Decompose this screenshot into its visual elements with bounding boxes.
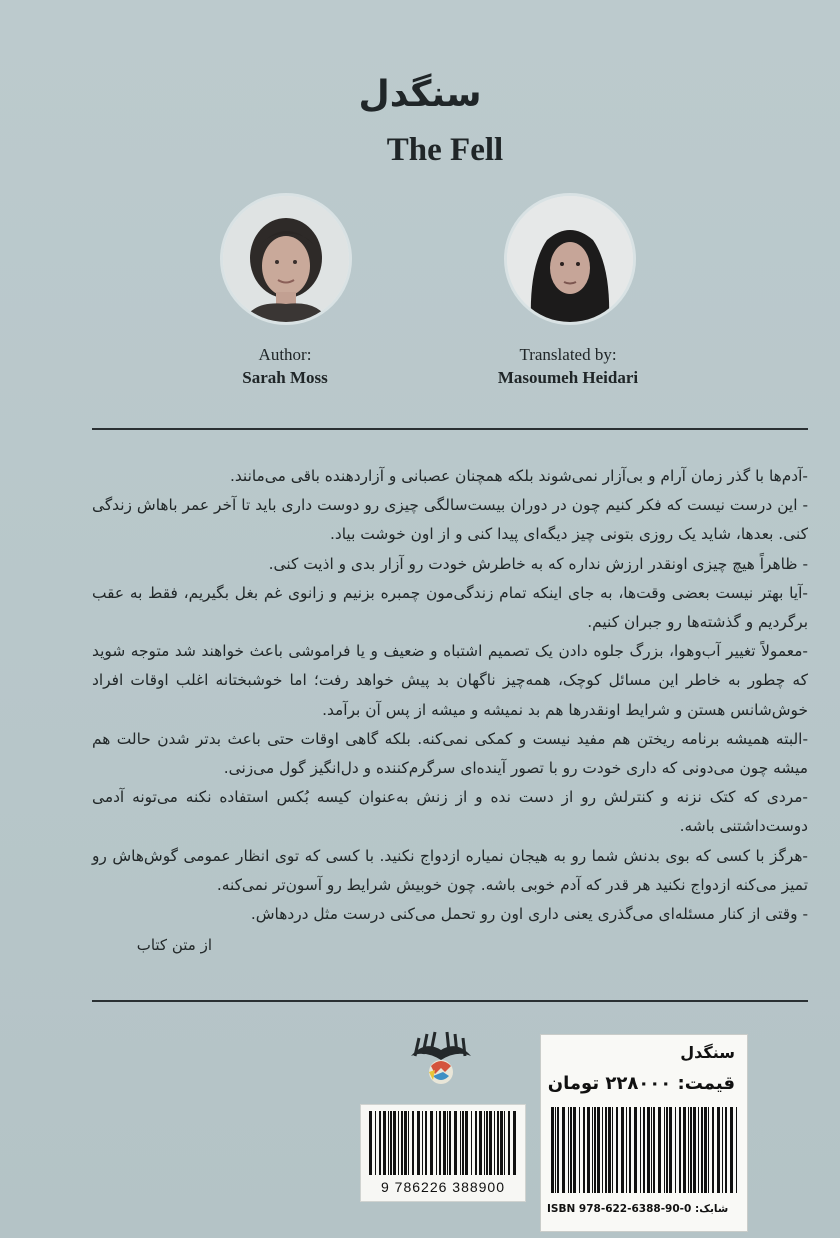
book-title-persian: سنگدل	[358, 74, 482, 115]
excerpt-paragraph: -هرگز با کسی که بوی بدنش شما رو به هیجان نمیاره ازدواج نکنید. با کسی که توی انظار عمومی گوش‌هاش رو تمیز می‌کنه ازدواج نکنید هر قدر که آدم خوبی باشه. چون خوبیش شرایط رو آسون‌تر نمی‌کنه.	[92, 846, 808, 894]
price-sticker	[540, 1034, 748, 1232]
translator-portrait	[504, 193, 636, 325]
price-label: قیمت: ۲۲۸۰۰۰ تومان	[547, 1073, 735, 1094]
excerpt-paragraph: - ظاهراً هیچ چیزی اونقدر ارزش نداره که به خاطرش خودت رو آزار بدی و اذیت کنی.	[268, 554, 808, 573]
excerpt-paragraph: - این درست نیست که فکر کنیم چون در دوران بیست‌سالگی چیزی رو دوست داری باید تا آخر عمر باهاش زندگی کنی. بعدها، شاید یک روزی بتونی چیز دیگه‌ای پیدا کنی و از اون خوشت بیاد.	[92, 496, 808, 544]
divider-bottom	[92, 1000, 808, 1002]
translator-name: Masoumeh Heidari	[497, 368, 639, 387]
author-name: Sarah Moss	[242, 368, 328, 387]
author-role-label: Author:	[258, 345, 312, 364]
excerpt-paragraph: -البته همیشه برنامه ریختن هم مفید نیست و کمکی نمی‌کنه. بلکه گاهی اوقات حتی باعث بدتر شدن حالت هم میشه چون می‌دونی که داری خودت رو با تصور آینده‌ای سرگرم‌کننده و دل‌انگیز گول می‌زنی.	[92, 729, 808, 778]
author-credit	[190, 343, 380, 389]
barcode-bars	[369, 1111, 517, 1175]
book-title-english: The Fell	[386, 132, 504, 168]
excerpt-text	[92, 462, 808, 929]
price-sticker-title: سنگدل	[680, 1043, 735, 1062]
translator-credit	[468, 343, 668, 389]
isbn-label: ISBN 978-622-6388-90-0 :شابک	[547, 1203, 729, 1215]
barcode-number: 9 786226 388900	[381, 1179, 505, 1195]
excerpt-paragraph: -معمولاً تغییر آب‌وهوا، بزرگ جلوه دادن یک تصمیم اشتباه و ضعیف و یا فراموشی باعث خواهند شد متوجه شوید که چطور به خاطر این مسائل کوچک، همه‌چیز ناگهان بد پیش خواهد رفت؛ اما خوشبختانه اغلب اوقات افراد خوش‌شانس هستن و شرایط اونقدرها هم بد نمیشه و میشه از پس آن برآمد.	[92, 642, 808, 719]
translator-role-label: Translated by:	[519, 345, 617, 364]
divider-top	[92, 428, 808, 430]
excerpt-paragraph: -آیا بهتر نیست بعضی وقت‌ها، به جای اینکه تمام زندگی‌مون چمبره بزنیم و زانوی غم بغل بگیریم، فقط به عقب برگردیم و گذشته‌ها رو جبران کنیم.	[92, 583, 808, 632]
excerpt-paragraph: -مردی که کتک نزنه و کنترلش رو از دست نده و از زنش به‌عنوان کیسه بُکس استفاده نکنه می‌تونه آدمی دوست‌داشتنی باشه.	[92, 788, 808, 836]
excerpt-paragraph: - وقتی از کنار مسئله‌ای می‌گذری یعنی داری اون رو تحمل می‌کنی درست مثل دردهاش.	[250, 905, 808, 924]
excerpt-source: از متن کتاب	[136, 936, 212, 954]
excerpt-paragraph: -آدم‌ها با گذر زمان آرام و بی‌آزار نمی‌شوند بلکه همچنان عصبانی و آزاردهنده باقی می‌مانند.	[229, 467, 808, 485]
author-portrait	[220, 193, 352, 325]
price-sticker-barcode	[551, 1107, 737, 1193]
publisher-logo-icon	[405, 1026, 477, 1092]
barcode	[360, 1104, 526, 1202]
